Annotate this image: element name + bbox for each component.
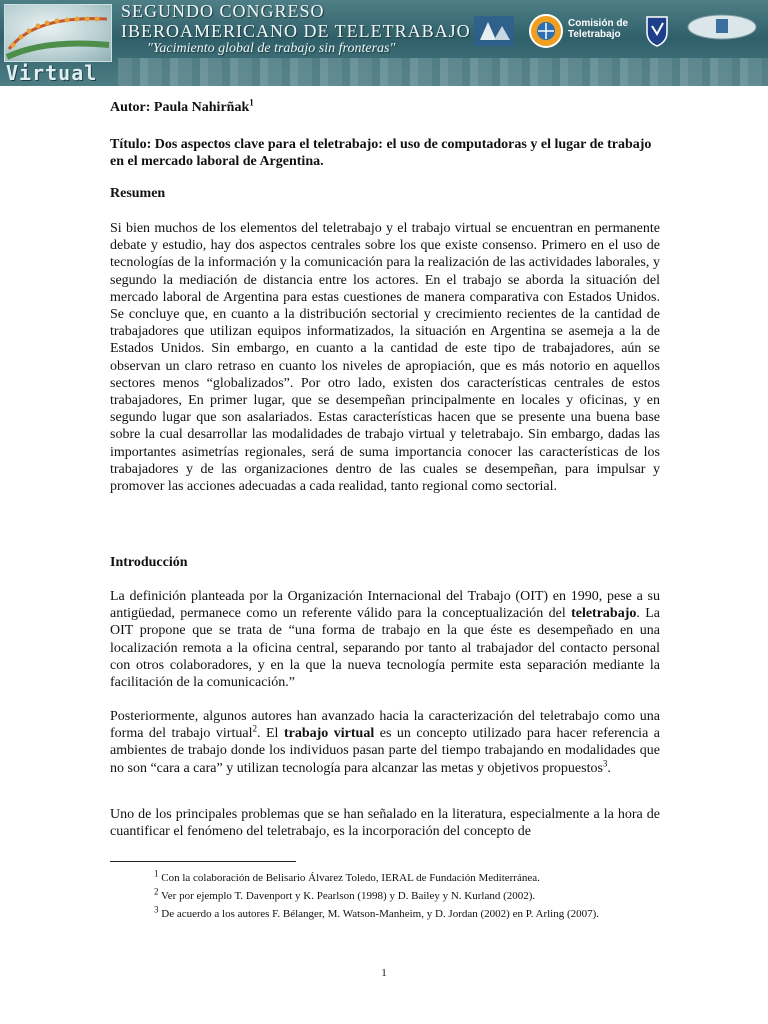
- intro-p2-text-d: .: [607, 760, 611, 776]
- footnote-ref-3: 3: [602, 757, 608, 768]
- intro-paragraph-3: Uno de los principales problemas que se han señalado en la literatura, especialmente a la hora de cuantificar el fenómeno del teletrabajo, es la incorporación del concepto de: [110, 807, 660, 840]
- intro-p2-bold-term: trabajo virtual: [283, 726, 375, 742]
- intro-p1-text-a: La definición planteada por la Organización Internacional del Trabajo (OIT) en 1990, pese a su antigüedad, permanece como un referente válido para la conceptualización del: [110, 589, 660, 622]
- footnote-divider: [110, 861, 296, 862]
- footnote-1-text: Con la colaboración de Belisario Álvarez Toledo, IERAL de Fundación Mediterránea.: [158, 872, 540, 884]
- intro-paragraph-1: [110, 588, 660, 691]
- comision-line2: Teletrabajo: [568, 29, 621, 40]
- author-line: [110, 97, 254, 116]
- intro-p1-text-b: . La OIT propone que se trata de “una forma de trabajo en la que éste es desempeñado en una localización remota a la oficina central, separando por tanto al trabajador del contacto personal con otros colaboradores, y en la que la nueva tecnología permite esta separación mediante la facilitación de la comunicación.”: [110, 606, 660, 691]
- ministry-logo-icon: [472, 14, 516, 48]
- congress-logo: [4, 4, 112, 62]
- title-text: Dos aspectos clave para el teletrabajo: el uso de computadoras y el lugar de trabajo en el mercado laboral de Argentina.: [110, 137, 652, 170]
- footnote-1: [110, 868, 660, 885]
- footnote-2-text: Ver por ejemplo T. Davenport y K. Pearlson (1998) y D. Bailey y N. Kurland (2002).: [158, 890, 536, 902]
- footnote-2-number: 2: [154, 886, 159, 897]
- footnote-2: [110, 886, 660, 903]
- resumen-paragraph: Si bien muchos de los elementos del teletrabajo y el trabajo virtual se encuentran en permanente debate y estudio, hay dos aspectos centrales sobre los que existe consenso. Primero en el uso de tecnologías de la información y la comunicación para la realización de las actividades laborales, y segundo la mediación de distancia entre los actores. En el trabajo se aborda la situación del mercado laboral de Argentina para estas cuestiones de manera comparativa con Estados Unidos. Se concluye que, en cuanto a la distribución sectorial y crecimiento recientes de la cantidad de trabajadores que utilizan equipos informatizados, la situación en Argentina se asemeja a la de Estados Unidos. Sin embargo, en cuanto a la cantidad de este tipo de trabajadores, aún se observan un claro retraso en cuanto los niveles de apropiación, que es más notorio en aquellos sectores menos “globalizados”. Por otro lado, existen dos características centrales de estos trabajadores, En primer lugar, que se desempeñan principalmente en locales y oficinas, y en segundo lugar que son asalariados. Estas características hacen que se presente una buena base sobre la cual desarrollar las modalidades de trabajo virtual y teletrabajo. Sin embargo, dadas las importantes asimetrías regionales, será de suma importancia conocer las características de los trabajadores y de las organizaciones dentro de las cuales se desempeñan, para impulsar y promover las acciones adecuadas a cada realidad, tanto regional como sectorial.: [110, 221, 660, 495]
- author-label: Autor: Paula Nahirñak: [110, 100, 250, 115]
- coat-of-arms-icon: [686, 10, 758, 44]
- footnote-3-text: De acuerdo a los autores F. Bélanger, M. Watson-Manheim, y D. Jordan (2002) en P. Arling (2007).: [158, 908, 600, 920]
- page-number: 1: [381, 967, 387, 979]
- congress-slogan: "Yacimiento global de trabajo sin fronteras": [147, 41, 396, 56]
- footnote-ref-2: 2: [252, 723, 257, 734]
- comision-teletrabajo-label: [568, 18, 628, 40]
- intro-p1-bold-term: teletrabajo: [571, 606, 637, 622]
- introduccion-heading: Introducción: [110, 555, 188, 570]
- congress-title-line2: IBEROAMERICANO DE TELETRABAJO: [121, 21, 471, 41]
- footnote-3-number: 3: [154, 904, 159, 915]
- intro-p2-text-c: es un concepto utilizado para hacer referencia a ambientes de trabajo donde los individuos pasan parte del tiempo trabajando en modalidades que no son “cara a cara” y utilizan tecnología para alcanzar las metas y objetivos propuestos: [110, 726, 661, 776]
- globe-arc-icon: [5, 5, 111, 61]
- intro-paragraph-2: [110, 708, 660, 777]
- footnote-1-number: 1: [154, 868, 159, 879]
- comision-teletrabajo-logo-icon: [528, 14, 564, 48]
- intro-p2-text-b: . El: [256, 726, 284, 742]
- header-banner: [0, 0, 768, 86]
- footnote-ref-1: 1: [249, 97, 254, 108]
- title-label: Título:: [110, 137, 152, 152]
- virtual-label: Virtual: [6, 61, 98, 85]
- document-title: [110, 136, 660, 170]
- congress-title-line1: SEGUNDO CONGRESO: [121, 1, 325, 21]
- shield-emblem-icon: [644, 14, 670, 48]
- intro-p2-text-a: Posteriormente, algunos autores han avanzado hacia la caracterización del teletrabajo como una forma del trabajo virtual: [110, 709, 660, 742]
- footnote-3: [110, 904, 660, 921]
- comision-line1: Comisión de: [568, 18, 629, 29]
- decorative-strip: [118, 58, 768, 86]
- resumen-heading: Resumen: [110, 186, 166, 201]
